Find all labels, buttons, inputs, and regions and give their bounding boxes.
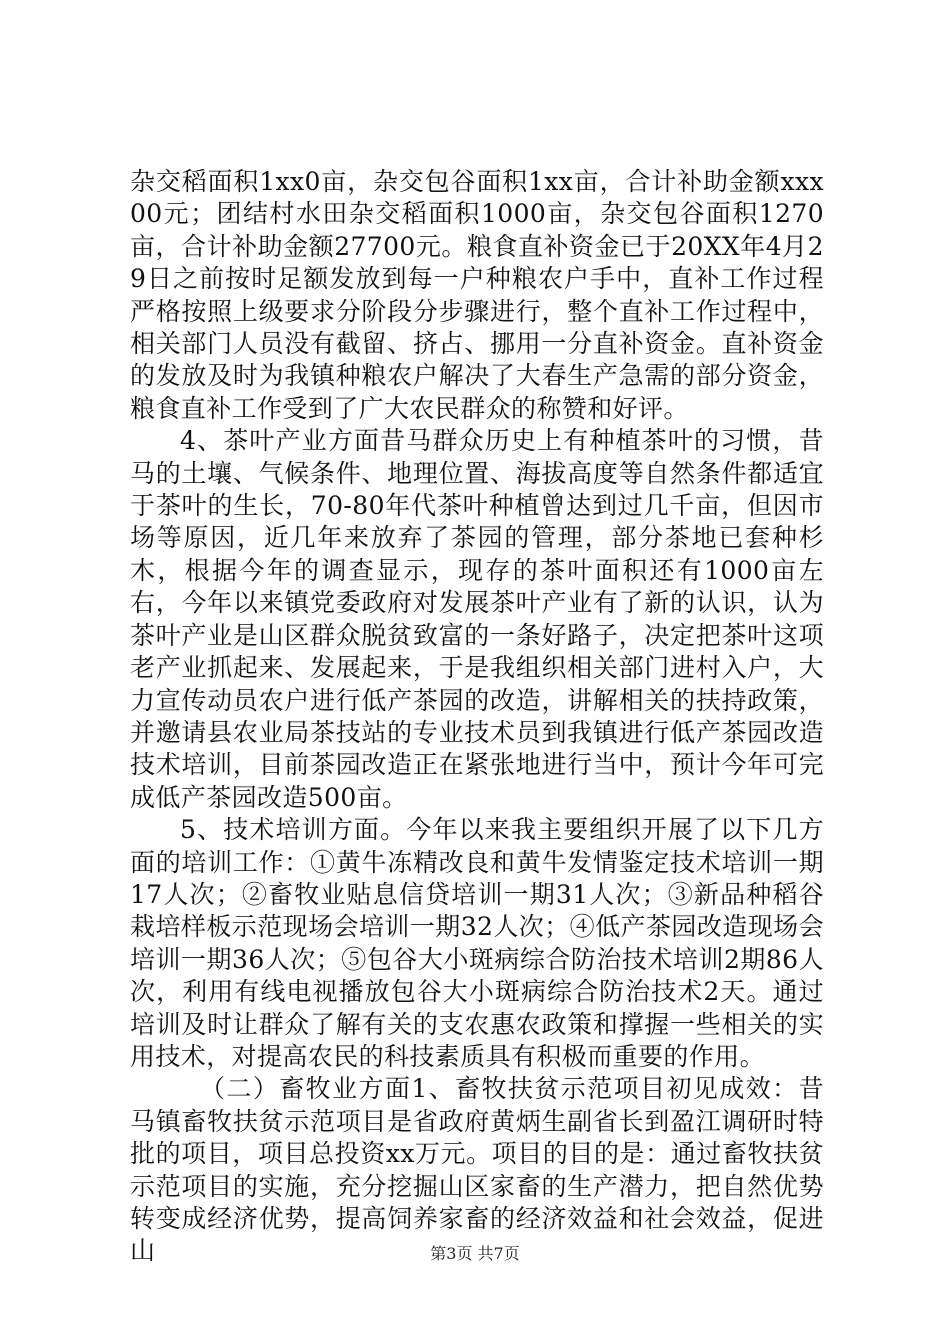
paragraph-tea-industry: 4、茶叶产业方面昔马群众历史上有种植茶叶的习惯，昔马的土壤、气候条件、地理位置、海拔高度等自然条件都适宜于茶叶的生长，70-80年代茶叶种植曾达到过几千亩，但因市场等原因，近几年来放弃了茶园的管理，部分茶地已套种杉木，根据今年的调查显示，现存的茶叶面积还有1000亩左右，今年以来镇党委政府对发展茶叶产业有了新的认识，认为茶叶产业是山区群众脱贫致富的一条好路子，决定把茶叶这项老产业抓起来、发展起来，于是我组织相关部门进村入户，大力宣传动员农户进行低产茶园的改造，讲解相关的扶持政策，并邀请县农业局茶技站的专业技术员到我镇进行低产茶园改造技术培训，目前茶园改造正在紧张地进行当中，预计今年可完成低产茶园改造500亩。	[130, 426, 824, 812]
paragraph-livestock: （二）畜牧业方面1、畜牧扶贫示范项目初见成效：昔马镇畜牧扶贫示范项目是省政府黄炳生副省长到盈江调研时特批的项目，项目总投资xx万元。项目的目的是：通过畜牧扶贫示范项目的实施，充分挖掘山区家畜的生产潜力，把自然优势转变成经济优势，提高饲养家畜的经济效益和社会效益，促进山	[130, 1074, 824, 1266]
document-body	[130, 166, 824, 1268]
page-number-footer: 第3页 共7页	[430, 1244, 520, 1263]
paragraph-technical-training: 5、技术培训方面。今年以来我主要组织开展了以下几方面的培训工作：①黄牛冻精改良和黄牛发情鉴定技术培训一期17人次；②畜牧业贴息信贷培训一期31人次；③新品种稻谷栽培样板示范现场会培训一期32人次；④低产茶园改造现场会培训一期36人次；⑤包谷大小斑病综合防治技术培训2期86人次，利用有线电视播放包谷大小斑病综合防治技术2天。通过培训及时让群众了解有关的支农惠农政策和撑握一些相关的实用技术，对提高农民的科技素质具有积极而重要的作用。	[130, 815, 824, 1071]
paragraph-grain-subsidy: 杂交稻面积1xx0亩，杂交包谷面积1xx亩，合计补助金额xxx00元；团结村水田杂交稻面积1000亩，杂交包谷面积1270亩，合计补助金额27700元。粮食直补资金已于20XX年4月29日之前按时足额发放到每一户种粮农户手中，直补工作过程严格按照上级要求分阶段分步骤进行，整个直补工作过程中，相关部门人员没有截留、挤占、挪用一分直补资金。直补资金的发放及时为我镇种粮农户解决了大春生产急需的部分资金，粮食直补工作受到了广大农民群众的称赞和好评。	[130, 167, 824, 423]
